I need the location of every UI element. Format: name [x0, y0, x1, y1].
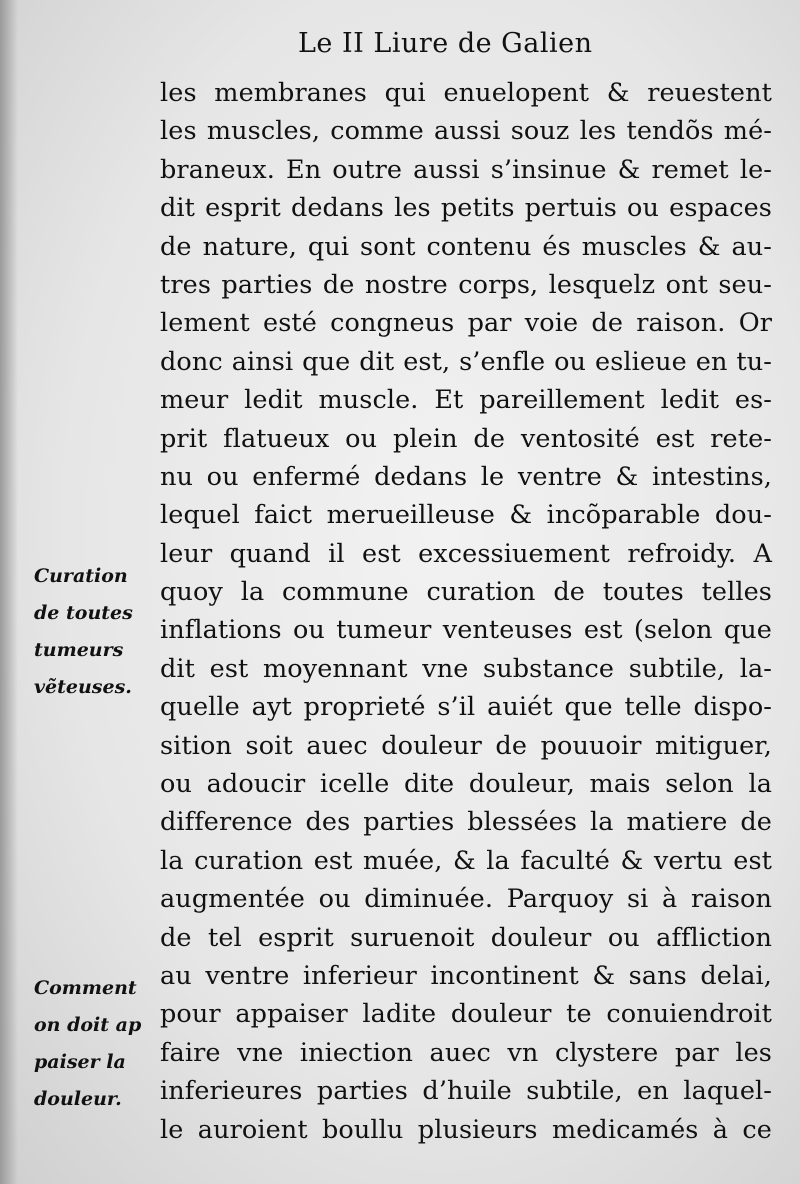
running-header: Le II Liure de Galien: [298, 28, 593, 59]
text-line: inferieures parties d’huile subtile, en laquel-: [160, 1076, 772, 1107]
text-line: sition soit auec douleur de pouuoir mitiguer,: [160, 730, 772, 761]
text-line: de nature, qui sont contenu és muscles & au-: [160, 231, 772, 262]
text-line: dit est moyennant vne substance subtile, la-: [160, 653, 772, 684]
text-line: augmentée ou diminuée. Parquoy si à raison: [160, 884, 772, 915]
text-line: prit flatueux ou plein de ventosité est rete-: [160, 423, 772, 454]
text-line: les membranes qui enuelopent & reuestent: [160, 78, 772, 108]
text-line: quoy la commune curation de toutes telles: [160, 577, 772, 608]
text-line: de tel esprit suruenoit douleur ou affliction: [160, 922, 772, 953]
margin-note-curation: [34, 558, 158, 706]
margin-note-line: on doit ap: [34, 1014, 142, 1036]
text-line: leur quand il est excessiuement refroidy. A: [160, 538, 772, 569]
margin-note-line: Curation: [34, 565, 128, 587]
text-line: la curation est muée, & la faculté & vertu est: [160, 845, 772, 876]
text-line: braneux. En outre aussi s’insinue & remet le-: [160, 154, 772, 185]
margin-note-line: paiser la: [34, 1051, 126, 1073]
page-gutter-shadow: [0, 0, 18, 1184]
text-line: lement esté congneus par voie de raison. Or: [160, 308, 772, 339]
text-line: meur ledit muscle. Et pareillement ledit es-: [160, 385, 772, 416]
margin-note-line: douleur.: [34, 1088, 122, 1110]
main-text-block: [160, 74, 772, 1149]
margin-note-line: de toutes: [34, 602, 133, 624]
text-line: quelle ayt proprieté s’il auiét que telle dispo-: [160, 692, 772, 723]
text-line: au ventre inferieur incontinent & sans delai,: [160, 960, 772, 991]
text-line: les muscles, comme aussi souz les tendõs mé-: [160, 116, 772, 147]
text-line: inflations ou tumeur venteuses est (selon que: [160, 615, 772, 646]
text-line: ou adoucir icelle dite douleur, mais selon la: [160, 769, 772, 800]
text-line: difference des parties blessées la matiere de: [160, 807, 772, 838]
margin-note-line: tumeurs: [34, 639, 124, 661]
text-line: donc ainsi que dit est, s’enfle ou eslieue en tu-: [160, 346, 772, 377]
text-line: le auroient boullu plusieurs medicamés à ce: [160, 1114, 772, 1145]
text-line: faire vne iniection auec vn clystere par les: [160, 1037, 772, 1068]
text-line: tres parties de nostre corps, lesquelz ont seu-: [160, 269, 772, 300]
text-line: pour appaiser ladite douleur te conuiendroit: [160, 999, 772, 1030]
text-line: dit esprit dedans les petits pertuis ou espaces: [160, 193, 772, 224]
text-line: lequel faict merueilleuse & incõparable dou-: [160, 500, 772, 531]
margin-note-douleur: [34, 970, 158, 1118]
margin-note-line: Comment: [34, 977, 137, 999]
text-line: nu ou enfermé dedans le ventre & intestins,: [160, 461, 772, 492]
margin-note-line: vẽteuses.: [34, 676, 132, 698]
